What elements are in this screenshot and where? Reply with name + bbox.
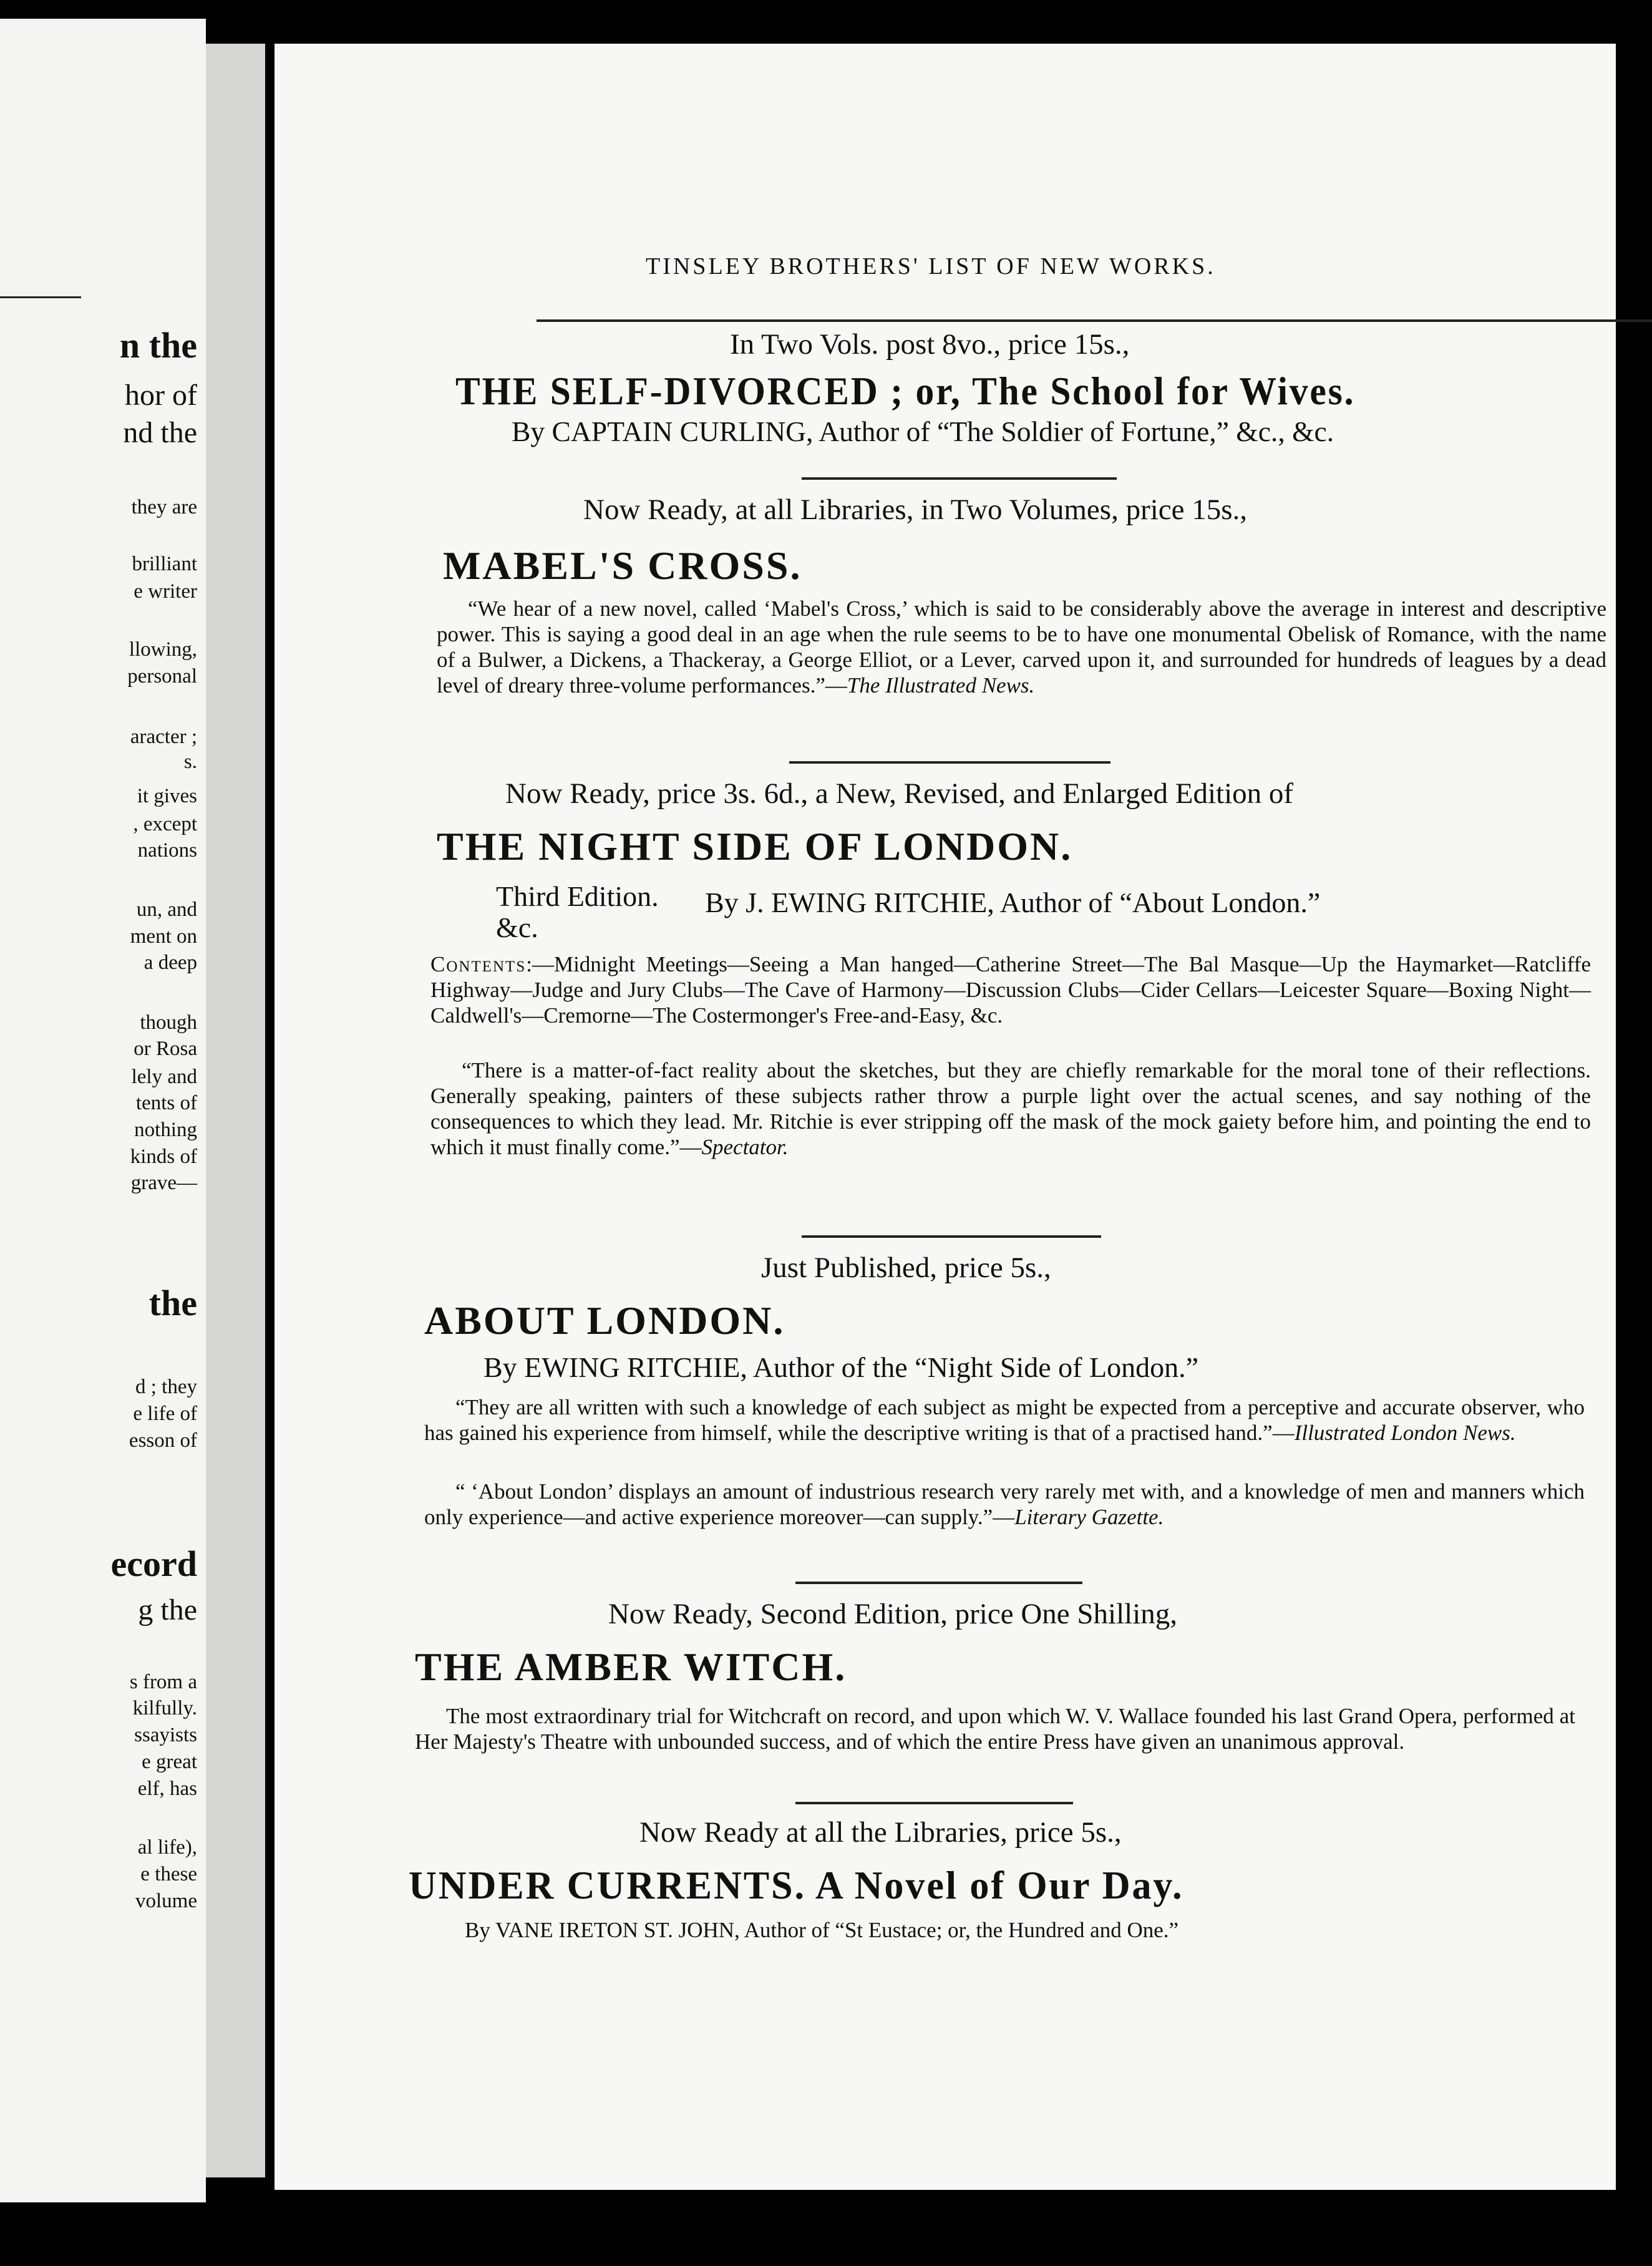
quote-text: “We hear of a new novel, called ‘Mabel's Cross,’ which is said to be considerably above the average in interest and descriptive power. This is saying a good deal in an age when the rule seems to be to have one monumental Obelisk of Romance, with the name of a Bulwer, a Dickens, a Thackeray, a George Elliot, or a Lever, carved upon it, and surrounded for hundreds of leagues by a dead level of dreary three-volume performances.”—	[437, 596, 1606, 698]
advertisement-page	[275, 44, 1616, 2190]
contents-text: :—Midnight Meetings—Seeing a Man hanged—Catherine Street—The Bal Masque—Up the Haymarket—Ratcliffe Highway—Judge and Jury Clubs—The Cave of Harmony—Discussion Clubs—Cider Cellars—Leicester Square—Boxing Night—Caldwell's—Cremorne—The Costermonger's Free-and-Easy, &c.	[430, 952, 1591, 1028]
listing-description	[415, 1703, 1575, 1754]
left-page-line: tents of	[135, 1092, 197, 1114]
left-page-line: , except	[133, 813, 197, 835]
left-page-line: e these	[140, 1863, 197, 1885]
listing-title: THE NIGHT SIDE OF LONDON.	[437, 824, 1073, 868]
left-page-line: s from a	[129, 1671, 197, 1693]
review-quote	[424, 1479, 1585, 1530]
left-page-line: it gives	[137, 785, 197, 807]
left-page-fragment	[0, 19, 206, 2202]
divider	[795, 1582, 1082, 1584]
listing-subheading: Now Ready, price 3s. 6d., a New, Revised, and Enlarged Edition of	[505, 777, 1294, 810]
contents-label: Contents	[430, 952, 527, 976]
book-gutter	[206, 44, 265, 2177]
left-page-line: esson of	[129, 1429, 197, 1452]
left-page-line: s.	[183, 751, 197, 773]
left-page-line: ment on	[130, 925, 197, 948]
left-page-line: nothing	[134, 1119, 197, 1141]
divider	[802, 477, 1117, 480]
left-page-line: e writer	[134, 580, 197, 603]
listing-byline: By EWING RITCHIE, Author of the “Night Side of London.”	[483, 1351, 1198, 1383]
left-page-line: lely and	[131, 1066, 197, 1088]
left-page-line: ecord	[110, 1544, 197, 1584]
left-page-line: they are	[131, 496, 197, 518]
left-page-line: the	[148, 1283, 197, 1323]
review-quote	[430, 1058, 1591, 1160]
left-page-line: kilfully.	[132, 1697, 197, 1719]
left-page-line: personal	[127, 665, 197, 688]
listing-byline: By J. EWING RITCHIE, Author of “About London.”	[705, 887, 1321, 918]
left-page-line: or Rosa	[134, 1038, 197, 1060]
left-page-line: e life of	[133, 1403, 197, 1425]
quote-text: “ ‘About London’ displays an amount of industrious research very rarely met with, and a knowledge of men and manners which only experience—and active experience moreover—can supply.”—	[424, 1479, 1585, 1529]
listing-subheading: In Two Vols. post 8vo., price 15s.,	[730, 328, 1130, 361]
header-rule	[537, 319, 1652, 322]
listing-subheading: Now Ready, at all Libraries, in Two Volumes, price 15s.,	[583, 494, 1248, 526]
left-page-line: nations	[137, 839, 197, 862]
listing-title: UNDER CURRENTS. A Novel of Our Day.	[409, 1863, 1184, 1907]
left-page-line: g the	[138, 1593, 197, 1627]
review-quote	[437, 596, 1606, 698]
divider	[795, 1802, 1073, 1804]
quote-source: Literary Gazette.	[1014, 1505, 1164, 1529]
listing-byline: By VANE IRETON ST. JOHN, Author of “St Eustace; or, the Hundred and One.”	[465, 1918, 1179, 1942]
listing-title: THE SELF-DIVORCED ; or, The School for Wives.	[455, 369, 1356, 413]
left-page-line: aracter ;	[130, 726, 197, 748]
listing-title: ABOUT LONDON.	[424, 1298, 785, 1343]
left-page-line: nd the	[123, 416, 197, 449]
left-page-line: e great	[142, 1751, 197, 1773]
listing-edition: Third Edition.	[496, 880, 659, 912]
left-page-line: volume	[135, 1890, 197, 1912]
quote-text: “There is a matter-of-fact reality about the sketches, but they are chiefly remarkable for the moral tone of their reflections. Generally speaking, painters of these subjects rather throw a purple light over the actual scenes, and say nothing of the consequences to which they lead. Mr. Ritchie is ever stripping off the mask of the mock gaiety before him, and pointing the end to which it must finally come.”—	[430, 1058, 1591, 1159]
description-text: The most extraordinary trial for Witchcraft on record, and upon which W. V. Wallace founded his last Grand Opera, performed at Her Majesty's Theatre with unbounded success, and of which the entire Press have given an unanimous approval.	[415, 1704, 1575, 1754]
left-page-line: n the	[119, 325, 197, 366]
listing-subheading: Now Ready, Second Edition, price One Shilling,	[608, 1598, 1178, 1630]
listing-subheading: Just Published, price 5s.,	[761, 1252, 1051, 1284]
listing-subheading: Now Ready at all the Libraries, price 5s.,	[639, 1816, 1122, 1849]
left-page-line: a deep	[143, 951, 197, 974]
quote-text: “They are all written with such a knowledge of each subject as might be expected from a perceptive and accurate observer, who has gained his experience from himself, while the descriptive writing is that of a practised hand.”—	[424, 1395, 1585, 1445]
left-page-line: though	[140, 1011, 197, 1034]
divider	[802, 1235, 1101, 1238]
quote-source: Illustrated London News.	[1294, 1421, 1516, 1445]
left-page-line: brilliant	[132, 553, 197, 575]
left-page-line: un, and	[136, 898, 197, 921]
left-page-line: d ; they	[135, 1376, 197, 1398]
listing-byline-cont: &c.	[496, 912, 538, 943]
divider	[789, 761, 1110, 764]
contents-list	[430, 951, 1591, 1028]
left-page-line: kinds of	[130, 1145, 197, 1168]
left-page-line: al life),	[137, 1836, 197, 1859]
left-page-line: grave—	[130, 1172, 197, 1194]
page-header: TINSLEY BROTHERS' LIST OF NEW WORKS.	[646, 253, 1216, 280]
review-quote	[424, 1394, 1585, 1446]
left-page-line: llowing,	[129, 638, 197, 661]
left-page-line: elf, has	[137, 1777, 197, 1800]
left-page-line: ssayists	[134, 1724, 197, 1746]
quote-source: Spectator.	[701, 1135, 789, 1159]
listing-title: THE AMBER WITCH.	[415, 1645, 847, 1689]
listing-title: MABEL'S CROSS.	[443, 543, 802, 588]
quote-source: The Illustrated News.	[847, 673, 1035, 698]
divider	[0, 296, 81, 298]
left-page-line: hor of	[125, 379, 197, 412]
listing-byline: By CAPTAIN CURLING, Author of “The Soldier of Fortune,” &c., &c.	[512, 416, 1334, 447]
